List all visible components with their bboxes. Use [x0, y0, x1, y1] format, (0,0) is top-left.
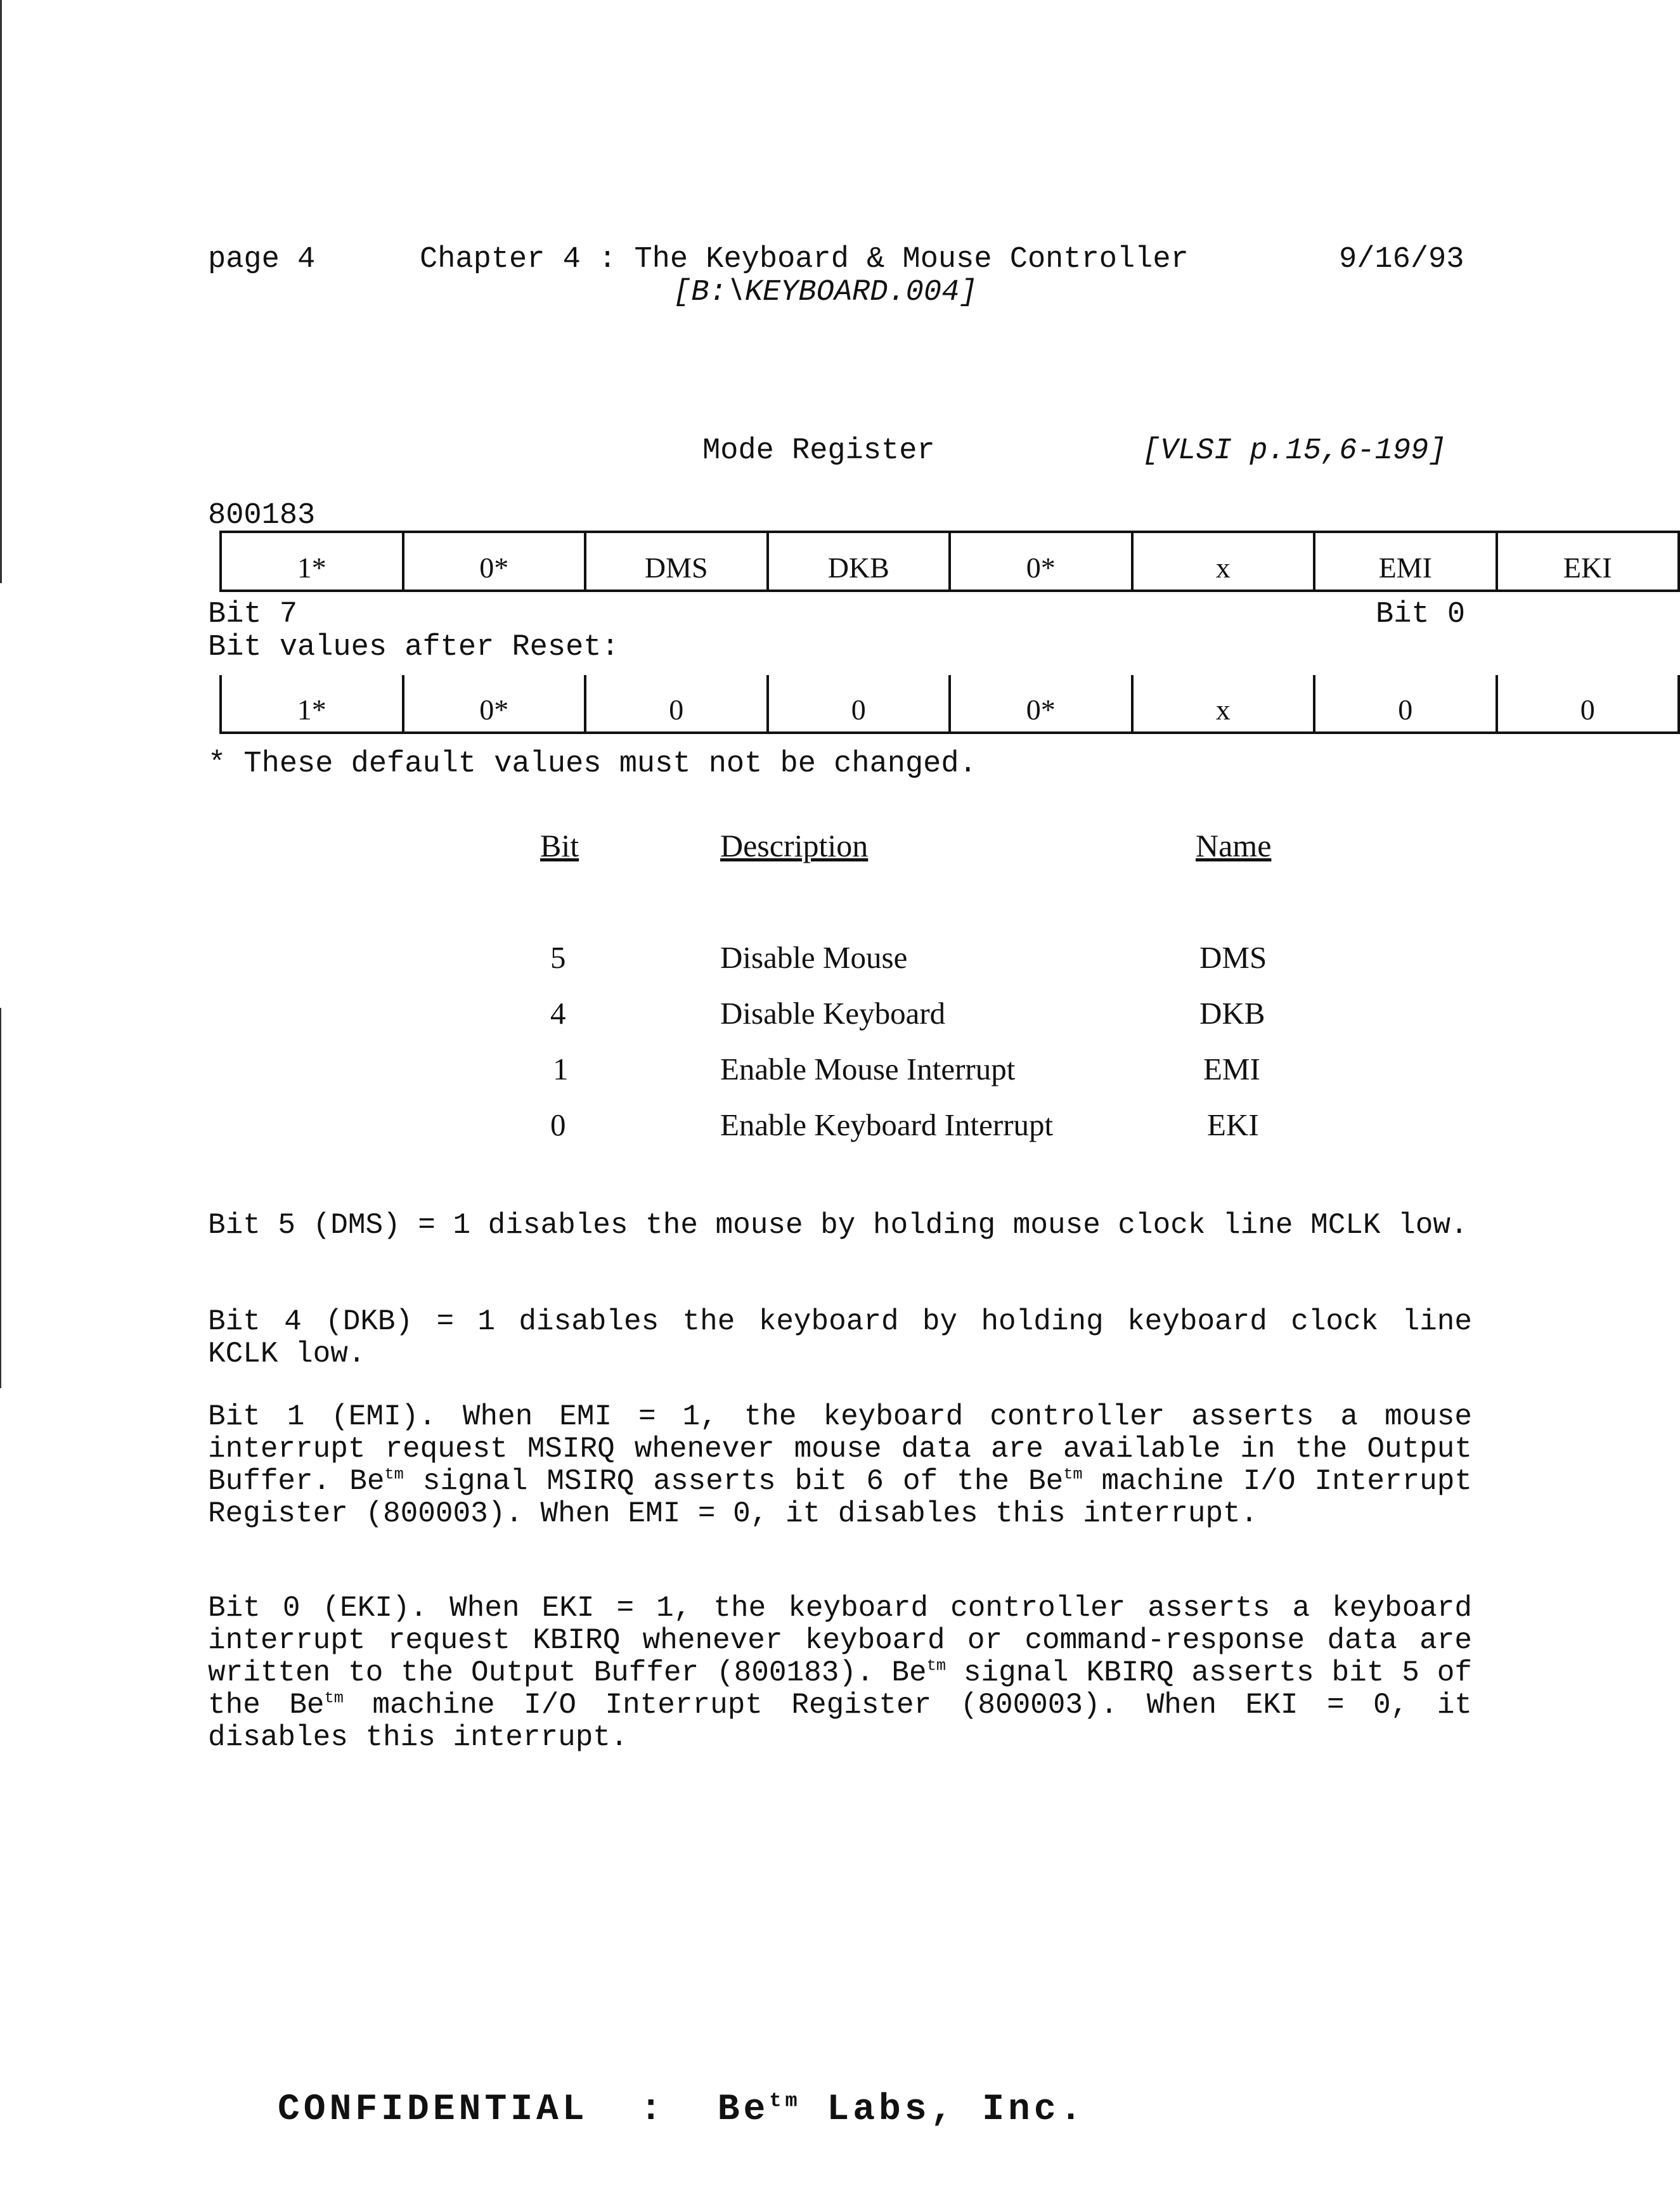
trademark-mark: tm	[384, 1465, 404, 1484]
reset-value-cell: 0	[585, 675, 768, 733]
desc-row-description: Enable Keyboard Interrupt	[720, 1107, 1054, 1142]
reset-value-cell: 0	[1497, 675, 1679, 733]
desc-row-name: EKI	[1207, 1107, 1259, 1142]
paragraph-eki	[208, 1592, 1472, 1754]
paragraph-emi-part: signal MSIRQ asserts bit 6 of the Be	[403, 1465, 1064, 1498]
scan-edge-bottom	[0, 1008, 1, 1388]
desc-row-name: EMI	[1203, 1052, 1260, 1086]
register-bit-cell: EMI	[1314, 532, 1497, 591]
paragraph-eki-part: signal KBIRQ asserts bit 5 of the Be	[208, 1656, 1472, 1722]
register-bit-cell: 0*	[950, 532, 1132, 591]
desc-row-bit: 0	[550, 1107, 566, 1142]
confidential-footer	[278, 2089, 1406, 2130]
paragraph-emi-part: Bit 1 (EMI). When EMI = 1, the keyboard controller asserts a mouse interrupt request MSIRQ whenever mouse data are available in the Output Buffer. Be	[208, 1400, 1472, 1498]
desc-row-bit: 4	[550, 996, 566, 1031]
desc-row-description: Disable Mouse	[720, 940, 908, 975]
footer-trademark: tm	[769, 2089, 801, 2113]
desc-row-bit: 1	[553, 1052, 569, 1086]
paragraph-dkb-text: Bit 4 (DKB) = 1 disables the keyboard by holding keyboard clock line KCLK low.	[208, 1305, 1472, 1370]
desc-header-name: Name	[1196, 828, 1272, 863]
desc-row-description: Enable Mouse Interrupt	[720, 1052, 1016, 1086]
reset-values-table	[219, 675, 1680, 734]
register-bit-cell: DKB	[768, 532, 950, 591]
reset-label: Bit values after Reset:	[208, 631, 619, 664]
paragraph-eki-part: machine I/O Interrupt Register (800003). When EKI = 0, it disables this interrupt.	[208, 1689, 1472, 1754]
header-date: 9/16/93	[1339, 243, 1464, 276]
register-bits-table	[219, 531, 1680, 592]
register-address: 800183	[208, 499, 316, 532]
paragraph-emi-text	[208, 1401, 1472, 1530]
bit-7-label: Bit 7	[208, 598, 298, 631]
paragraph-eki-text	[208, 1592, 1472, 1754]
paragraph-eki-part: Bit 0 (EKI). When EKI = 1, the keyboard controller asserts a keyboard interrupt request KBIRQ whenever keyboard or command-response data are written to the Output Buffer (800183). Be	[208, 1592, 1472, 1689]
reset-value-cell: 0	[1314, 675, 1497, 733]
trademark-mark: tm	[926, 1656, 947, 1675]
paragraph-emi	[208, 1401, 1472, 1530]
bit-0-label: Bit 0	[1376, 598, 1466, 631]
trademark-mark: tm	[1063, 1465, 1083, 1484]
desc-row-name: DMS	[1199, 940, 1267, 975]
reset-value-cell: 0*	[403, 675, 586, 733]
scan-edge-top	[0, 0, 2, 583]
footer-left: CONFIDENTIAL : Be	[278, 2089, 770, 2130]
trademark-mark: tm	[324, 1689, 344, 1708]
paragraph-dms	[208, 1209, 1472, 1242]
reset-value-cell: 0	[768, 675, 950, 733]
reset-value-cell: 0*	[950, 675, 1132, 733]
paragraph-dkb	[208, 1306, 1472, 1370]
paragraph-dms-text: Bit 5 (DMS) = 1 disables the mouse by holding mouse clock line MCLK low.	[208, 1209, 1468, 1242]
header-file: [B:\KEYBOARD.004]	[673, 276, 978, 309]
footer-right: Labs, Inc.	[801, 2089, 1086, 2130]
register-bit-cell: 1*	[221, 532, 403, 591]
desc-row-bit: 5	[550, 940, 566, 975]
header-page: page 4	[208, 243, 316, 276]
desc-row-description: Disable Keyboard	[720, 996, 946, 1031]
register-title: Mode Register	[702, 434, 935, 468]
register-bit-cell: DMS	[585, 532, 768, 591]
reset-value-cell: 1*	[221, 675, 403, 733]
desc-header-description: Description	[720, 828, 869, 863]
register-reference: [VLSI p.15,6-199]	[1142, 434, 1447, 468]
register-bit-cell: EKI	[1497, 532, 1679, 591]
register-bit-cell: x	[1132, 532, 1315, 591]
paragraph-emi-part: machine I/O Interrupt Register (800003). When EMI = 0, it disables this interrupt.	[208, 1465, 1472, 1530]
register-bit-cell: 0*	[403, 532, 586, 591]
desc-row-name: DKB	[1199, 996, 1265, 1031]
reset-value-cell: x	[1132, 675, 1315, 733]
default-values-note: * These default values must not be changed.	[208, 747, 977, 781]
desc-header-bit: Bit	[540, 828, 579, 863]
header-chapter: Chapter 4 : The Keyboard & Mouse Controller	[420, 243, 1189, 276]
